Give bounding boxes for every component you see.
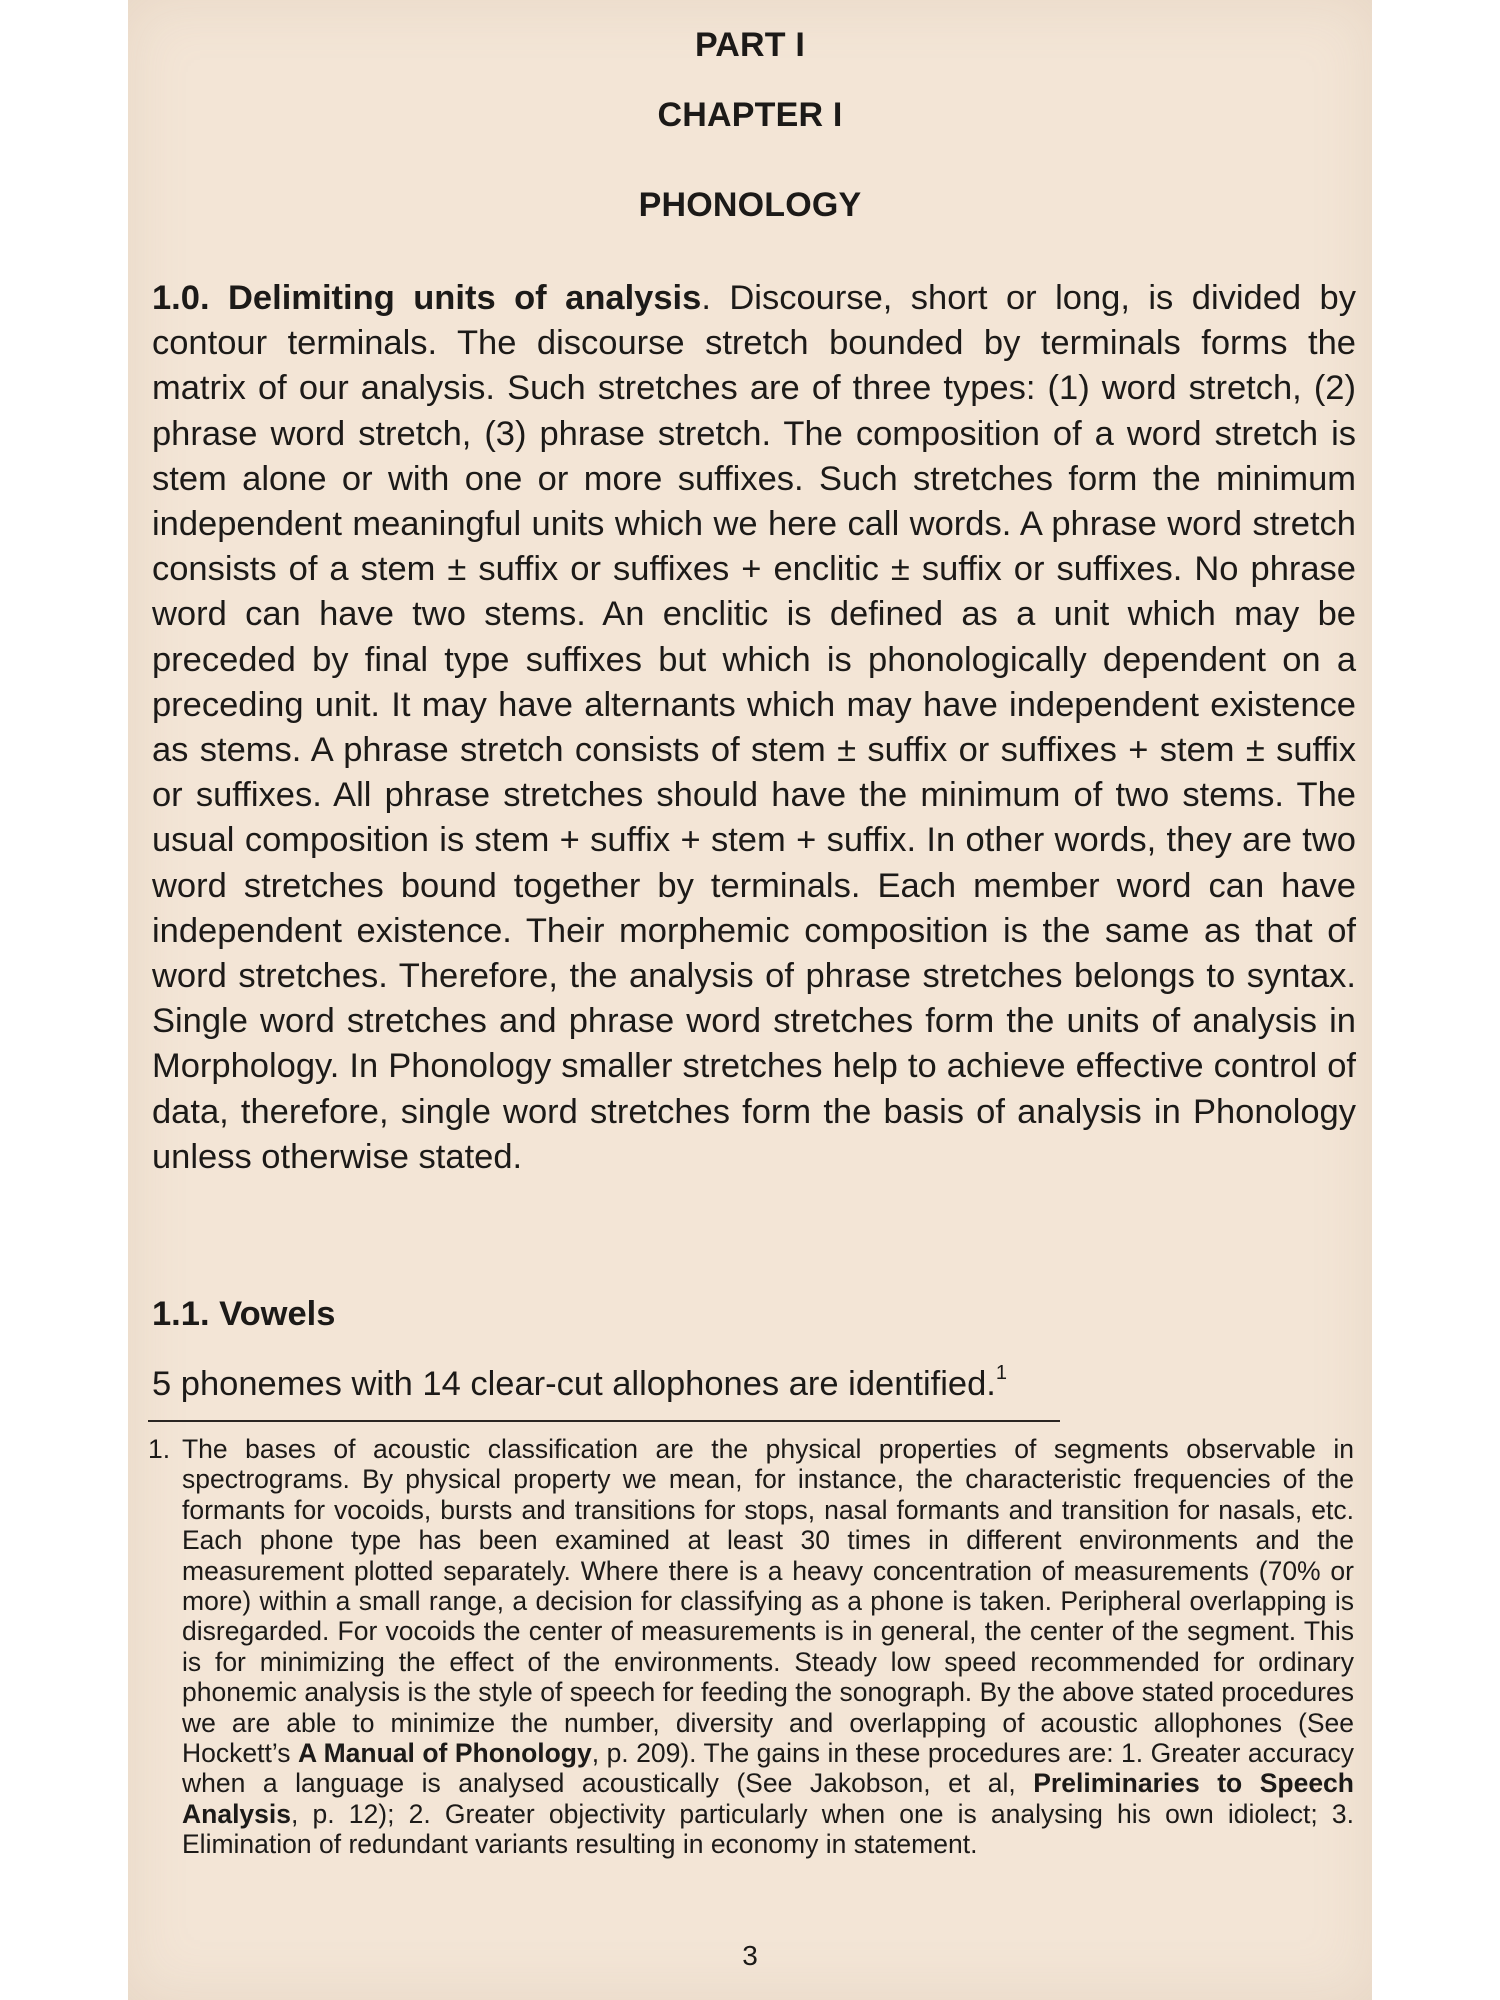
footnote-text-b: , p. 209). The gains in these procedures are: 1. Greater accuracy when a language is analysed acoustically (See Jakobson, et al, xyxy=(182,1738,1354,1799)
section-1-0-heading-period: . xyxy=(701,279,711,317)
footnote-1 xyxy=(148,1434,1354,1860)
section-1-0-paragraph xyxy=(152,276,1356,1180)
section-1-1-heading: 1.1. Vowels xyxy=(152,1295,336,1333)
part-label: PART I xyxy=(694,26,806,64)
footnote-text-c: , p. 12); 2. Greater objectivity particularly when one is analysing his own idiolect; 3. Elimination of redundant variants resulting in economy in statement. xyxy=(182,1798,1354,1860)
footnote-text-a: The bases of acoustic classification are the physical properties of segments observable in spectrograms. By physical property we mean, for instance, the characteristic frequencies of the formants for vocoids, bursts and transitions for stops, nasal formants and transition for nasals, etc. Each phone type has been examined at least 30 times in different environments and the measurement plotted separately. Where there is a heavy concentration of measurements (70% or more) within a small range, a decision for classifying as a phone is taken. Peripheral overlapping is disregarded. For vocoids the center of measurements is in general, the center of the segment. This is for minimizing the effect of the environments. Steady low speed recommended for ordinary phonemic analysis is the style of speech for feeding the sonograph. By the above stated procedures we are able to minimize the number, diversity and overlapping of acoustic allophones (See Hockett’s xyxy=(182,1434,1354,1769)
section-1-0-body: Discourse, short or long, is divided by contour terminals. The discourse stretch bounded by terminals forms the matrix of our analysis. Such stretches are of three types: (1) word stretch, (2) phrase word stretch, (3) phrase stretch. The composition of a word stretch is stem alone or with one or more suffixes. Such stretches form the minimum independent meaningful units which we here call words. A phrase word stretch consists of a stem ± suffix or suffixes + enclitic ± suffix or suffixes. No phrase word can have two stems. An enclitic is defined as a unit which may be preceded by final type suffixes but which is phonologically dependent on a preceding unit. It may have alternants which may have independent existence as stems. A phrase stretch consists of stem ± suffix or suffixes + stem ± suffix or suffixes. All phrase stretches should have the minimum of two stems. The usual composition is stem + suffix + stem + suffix. In other words, they are two word stretches bound together by terminals. Each member word can have independent existence. Their morphemic composition is the same as that of word stretches. Therefore, the analysis of phrase stretches belongs to syntax. Single word stretches and phrase word stretches form the units of analysis in Morphology. In Phonology smaller stretches help to achieve effective control of data, therefore, single word stretches form the basis of analysis in Phonology unless otherwise stated. xyxy=(152,279,1356,1176)
footnote-rule xyxy=(148,1420,1060,1422)
footnote-number: 1. xyxy=(148,1434,171,1464)
chapter-label: CHAPTER I xyxy=(657,96,843,134)
page-number: 3 xyxy=(742,1940,758,1971)
footnote-book-title-2: Preliminaries to Speech Analysis xyxy=(182,1768,1354,1829)
chapter-title: PHONOLOGY xyxy=(638,186,862,224)
footnote-book-title-1: A Manual of Phonology xyxy=(297,1738,592,1769)
footnote-reference: 1 xyxy=(995,1362,1007,1384)
section-1-0-heading: 1.0. Delimiting units of analysis xyxy=(152,279,702,317)
vowels-intro xyxy=(152,1362,1007,1404)
vowels-intro-text: 5 phonemes with 14 clear-cut allophones are identified. xyxy=(152,1365,996,1403)
footnote-body xyxy=(182,1434,1354,1860)
